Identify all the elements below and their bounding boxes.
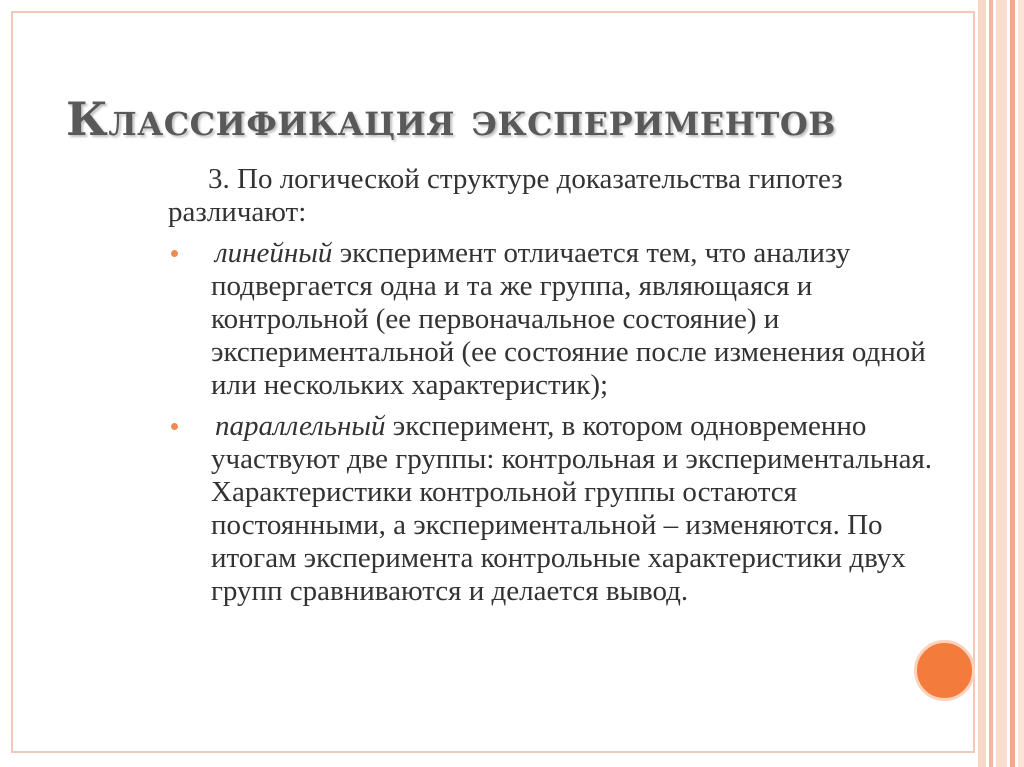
stripe [1010, 0, 1015, 767]
bullet-text: эксперимент, в котором одновременно участвуют две группы: контрольная и экспериментальная. Характеристики контрольной группы остаются постоянными, а экспериментальной – изменяются. По итогам эксперимента контрольные характеристики двух групп сравниваются и делается вывод. [211, 410, 933, 607]
bullet-term: параллельный [215, 410, 386, 442]
stripe [978, 0, 986, 767]
accent-circle-icon [914, 640, 975, 701]
bullet-dot-icon [171, 250, 178, 257]
bullet-list [168, 237, 968, 608]
stripe [989, 0, 993, 767]
bullet-item-linear [168, 237, 968, 402]
slide-title: Классификация экспериментов [66, 92, 836, 146]
bullet-term: линейный [215, 237, 333, 269]
stripe [996, 0, 1007, 767]
slide-content [168, 163, 968, 616]
bullet-item-parallel [168, 410, 968, 608]
intro-text: 3. По логической структуре доказательства гипотез различают: [168, 163, 843, 228]
bullet-dot-icon [171, 423, 178, 430]
bullet-text: эксперимент отличается тем, что анализу подвергается одна и та же группа, являющаяся и контрольной (ее первоначальное состояние) и экспериментальной (ее состояние после изменения одной или нескольких характеристик); [211, 237, 926, 401]
stripe [1018, 0, 1024, 767]
decorative-stripes [978, 0, 1024, 767]
